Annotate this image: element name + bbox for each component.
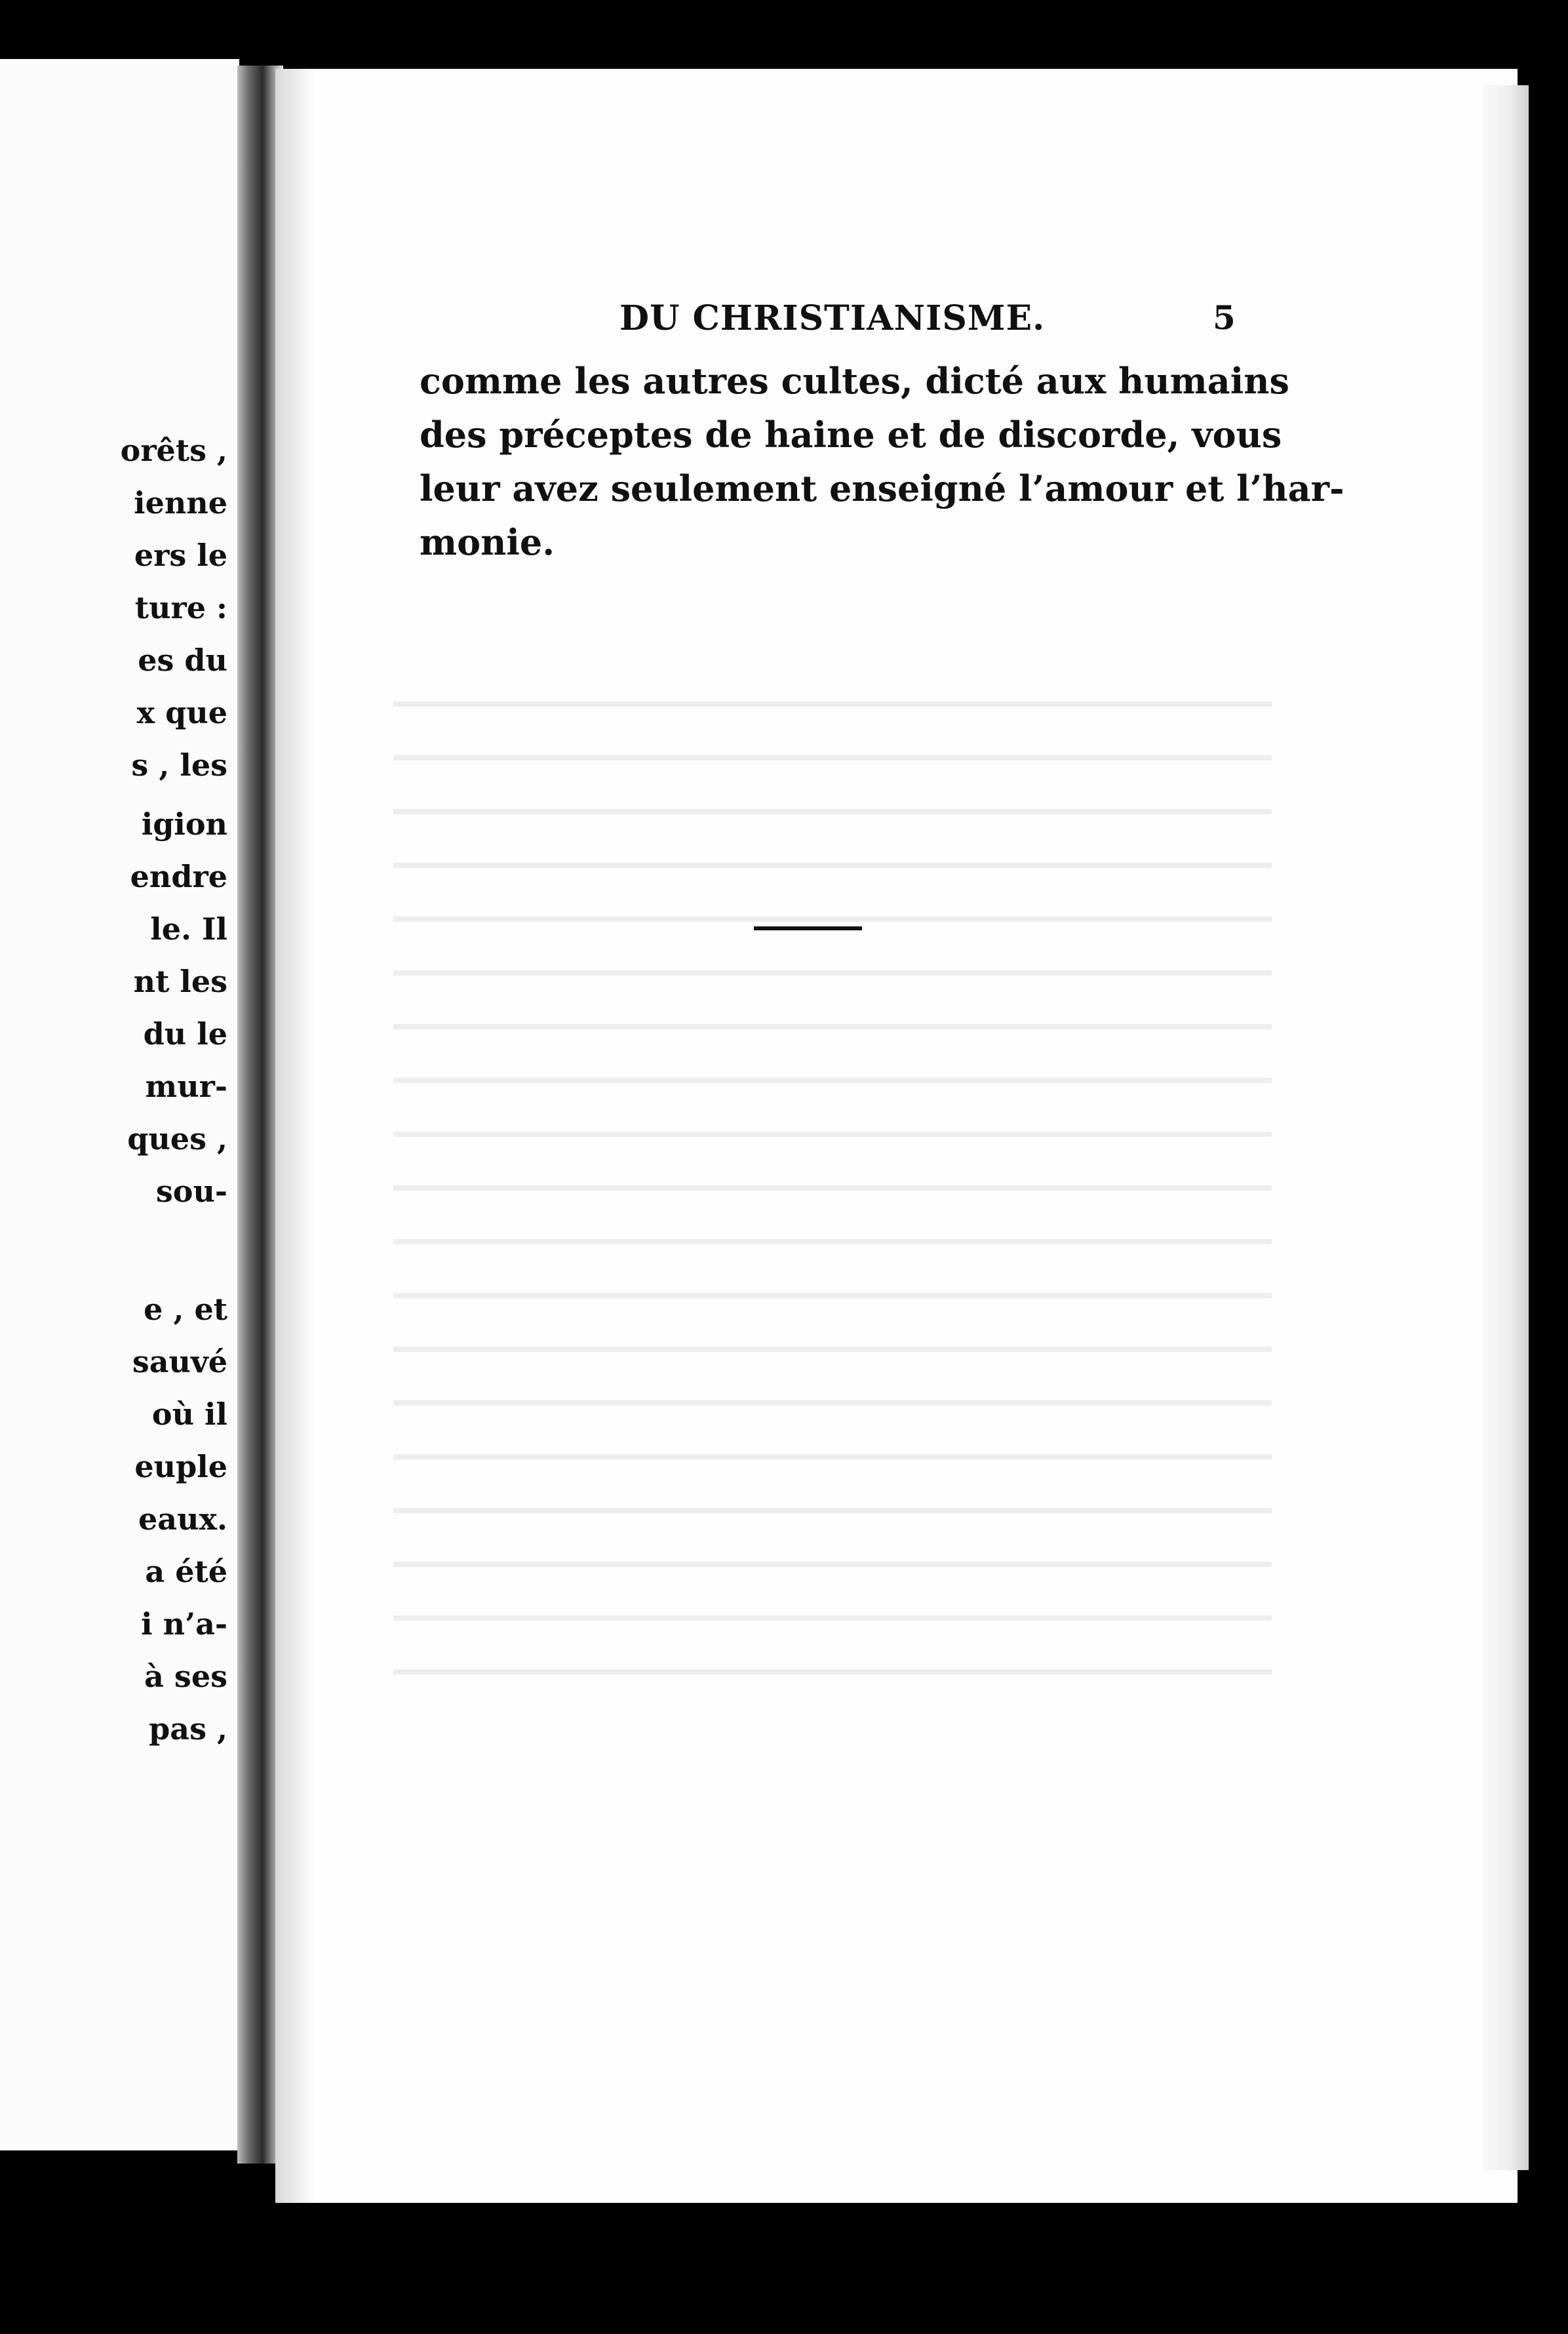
left-line: orêts , xyxy=(120,433,227,468)
left-line: ques , xyxy=(127,1121,227,1157)
left-line: à ses xyxy=(144,1659,227,1694)
paragraph-line: des préceptes de haine et de discorde, vous xyxy=(420,414,1282,456)
page-edge xyxy=(1483,85,1529,2170)
left-line: s , les xyxy=(131,747,227,783)
paragraph-line: leur avez seulement enseigné l’amour et l’har- xyxy=(420,467,1344,509)
left-line: ienne xyxy=(134,485,227,521)
left-line: e , et xyxy=(144,1292,227,1327)
left-line: pas , xyxy=(149,1711,227,1747)
left-line: ers le xyxy=(134,538,227,573)
left-line: ture : xyxy=(134,590,227,625)
left-line: sou- xyxy=(155,1174,227,1209)
section-rule xyxy=(754,926,862,930)
left-line: x que xyxy=(136,695,227,730)
left-line: igion xyxy=(141,806,227,842)
left-line: nt les xyxy=(133,964,227,999)
left-line: es du xyxy=(138,643,227,678)
left-line: où il xyxy=(151,1396,227,1432)
left-line: endre xyxy=(130,859,227,894)
left-line: a été xyxy=(145,1554,227,1589)
left-line: eaux. xyxy=(138,1501,227,1537)
left-line: mur- xyxy=(145,1069,227,1104)
left-line: sauvé xyxy=(132,1344,227,1379)
left-line: le. Il xyxy=(150,911,227,947)
left-line: du le xyxy=(143,1016,227,1052)
page-number: 5 xyxy=(1213,298,1236,337)
left-page xyxy=(0,59,239,2150)
left-line: i n’a- xyxy=(141,1606,227,1642)
paragraph-line: monie. xyxy=(420,521,555,563)
show-through xyxy=(393,669,1272,1718)
running-head: DU CHRISTIANISME. xyxy=(619,298,1046,338)
paragraph-line: comme les autres cultes, dicté aux humains xyxy=(420,360,1289,402)
left-line: euple xyxy=(134,1449,227,1484)
paragraph xyxy=(420,354,1344,569)
fold-shadow xyxy=(275,69,315,2203)
